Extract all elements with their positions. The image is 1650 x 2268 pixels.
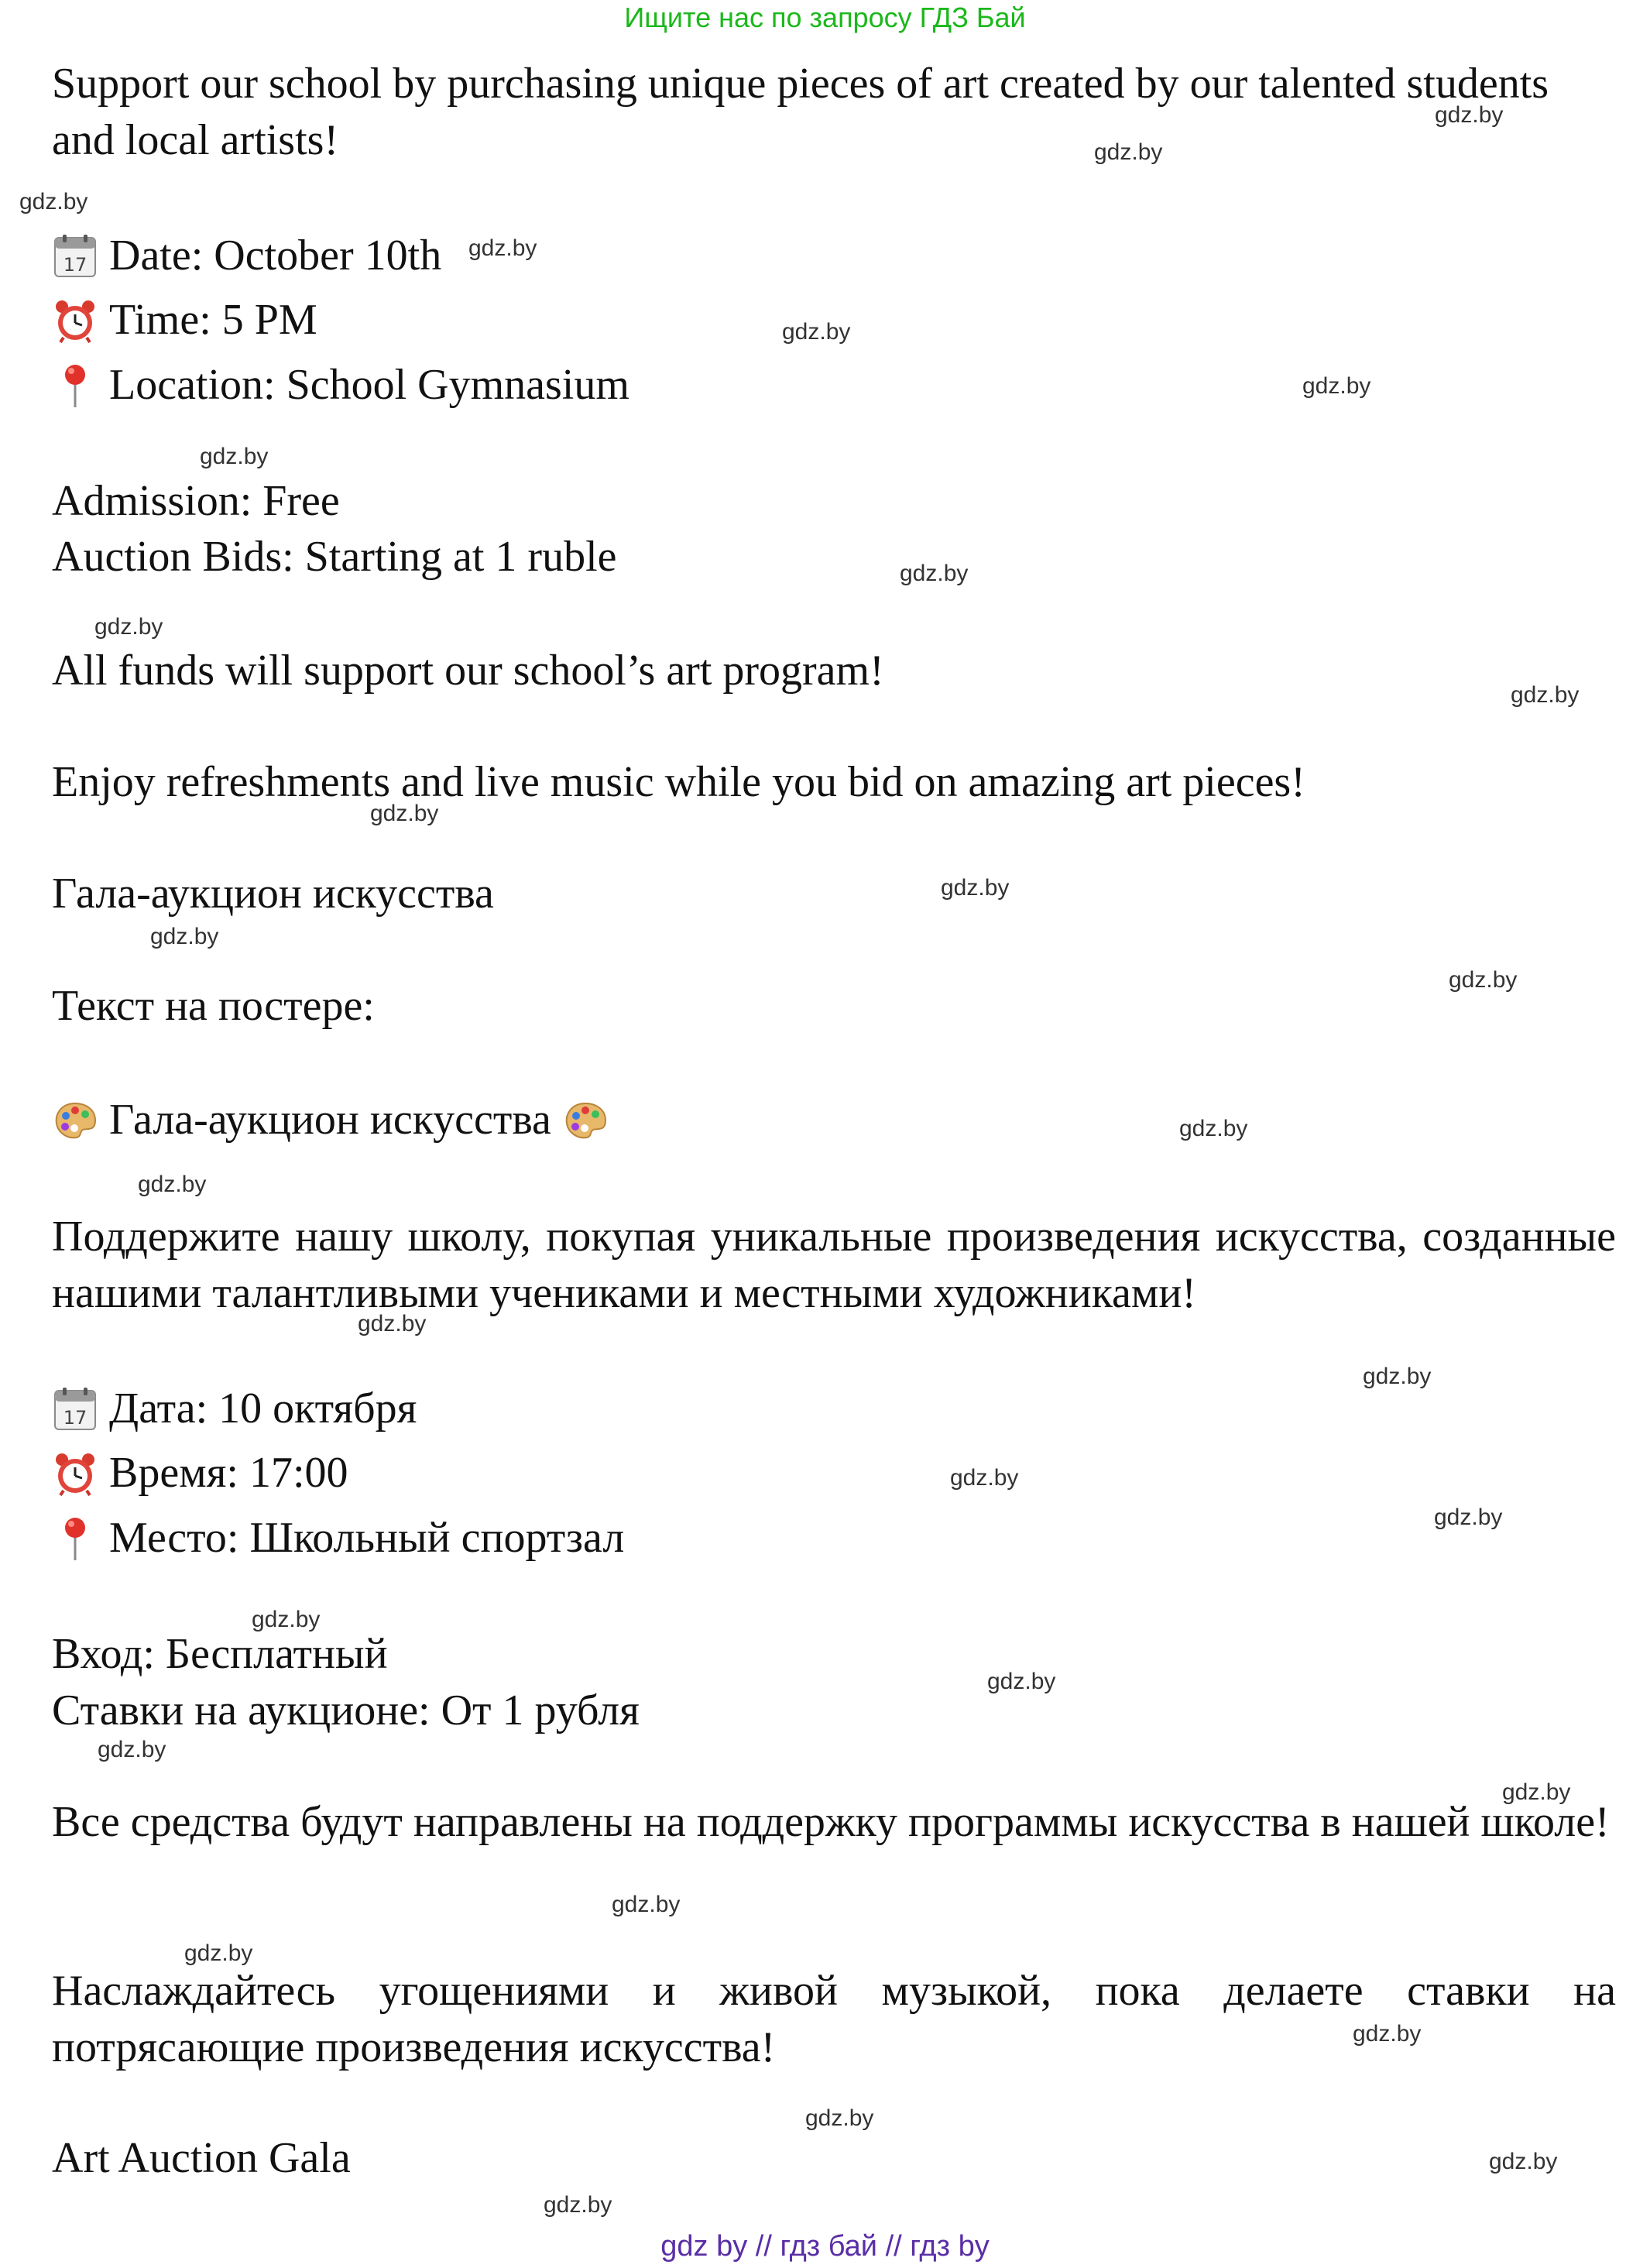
ru-enjoy: Наслаждайтесь угощениями и живой музыкой, пока делаете ставки на потрясающие произведения искусства!: [52, 1967, 1616, 2071]
en-bids: Auction Bids: Starting at 1 ruble: [52, 533, 617, 581]
en-date-line: [52, 228, 1616, 284]
watermark: gdz.by: [941, 875, 1010, 901]
ru-intro: Поддержите нашу школу, покупая уникальные произведения искусства, созданные нашими талантливыми учениками и местными художниками!: [52, 1213, 1616, 1317]
watermark: gdz.by: [200, 444, 269, 469]
watermark: gdz.by: [1502, 1779, 1571, 1805]
watermark: gdz.by: [987, 1669, 1056, 1694]
watermark: gdz.by: [805, 2105, 874, 2131]
en-enjoy: Enjoy refreshments and live music while you bid on amazing art pieces!: [52, 758, 1305, 806]
ru-admission: Вход: Бесплатный: [52, 1630, 388, 1678]
alarm-clock-icon: [52, 297, 98, 344]
watermark: gdz.by: [1489, 2149, 1558, 2174]
watermark: gdz.by: [782, 319, 851, 345]
watermark: gdz.by: [900, 561, 969, 586]
watermark: gdz.by: [138, 1172, 207, 1197]
watermark: gdz.by: [98, 1737, 166, 1762]
watermark: gdz.by: [252, 1607, 321, 1632]
watermark: gdz.by: [184, 1940, 253, 1966]
watermark: gdz.by: [1353, 2021, 1422, 2047]
watermark: gdz.by: [150, 924, 219, 949]
ru-time: Время: 17:00: [109, 1449, 348, 1497]
watermark: gdz.by: [612, 1892, 681, 1917]
ru-bids: Ставки на аукционе: От 1 рубля: [52, 1686, 640, 1734]
en-intro: Support our school by purchasing unique pieces of art created by our talented students and local artists!: [52, 60, 1549, 164]
ru-funds: Все средства будут направлены на поддержку программы искусства в нашей школе!: [52, 1798, 1610, 1846]
ru-location: Место: Школьный спортзал: [109, 1514, 625, 1562]
watermark: gdz.by: [1449, 967, 1518, 993]
en-location: Location: School Gymnasium: [109, 361, 629, 409]
pushpin-icon: [52, 362, 98, 409]
calendar-icon: [52, 1386, 98, 1433]
en-funds: All funds will support our school’s art program!: [52, 647, 884, 695]
watermark: gdz.by: [1302, 373, 1371, 399]
top-banner: Ищите нас по запросу ГДЗ Бай: [624, 2, 1026, 33]
ru-time-line: [52, 1445, 1616, 1501]
ru-location-line: [52, 1510, 1616, 1566]
watermark: gdz.by: [950, 1465, 1019, 1491]
palette-icon: [52, 1097, 98, 1144]
palette-icon: [562, 1097, 609, 1144]
watermark: gdz.by: [94, 614, 163, 640]
alarm-clock-icon: [52, 1450, 98, 1497]
en-date: Date: October 10th: [109, 232, 442, 280]
watermark: gdz.by: [1511, 682, 1580, 708]
watermark: gdz.by: [370, 801, 439, 826]
watermark: gdz.by: [19, 189, 88, 214]
footer-links: gdz by // гдз бай // гдз by: [660, 2230, 990, 2263]
ru-poster-title: Гала-аукцион искусства: [109, 1096, 551, 1144]
ru-heading: Гала-аукцион искусства: [52, 870, 494, 918]
en-admission: Admission: Free: [52, 477, 340, 525]
watermark: gdz.by: [1094, 139, 1163, 165]
watermark: gdz.by: [1435, 102, 1504, 128]
pushpin-icon: [52, 1515, 98, 1562]
en-time: Time: 5 PM: [109, 296, 317, 344]
watermark: gdz.by: [1434, 1505, 1503, 1530]
ru-poster-label: Текст на постере:: [52, 982, 375, 1030]
ru-date: Дата: 10 октября: [109, 1384, 417, 1433]
en-location-line: [52, 357, 1616, 413]
calendar-icon: [52, 233, 98, 280]
watermark: gdz.by: [1179, 1116, 1248, 1141]
watermark: gdz.by: [544, 2192, 612, 2218]
watermark: gdz.by: [1363, 1364, 1432, 1389]
watermark: gdz.by: [468, 235, 537, 261]
ru-poster-title-line: [52, 1092, 1616, 1148]
watermark: gdz.by: [358, 1311, 427, 1336]
closing-title: Art Auction Gala: [52, 2134, 351, 2182]
